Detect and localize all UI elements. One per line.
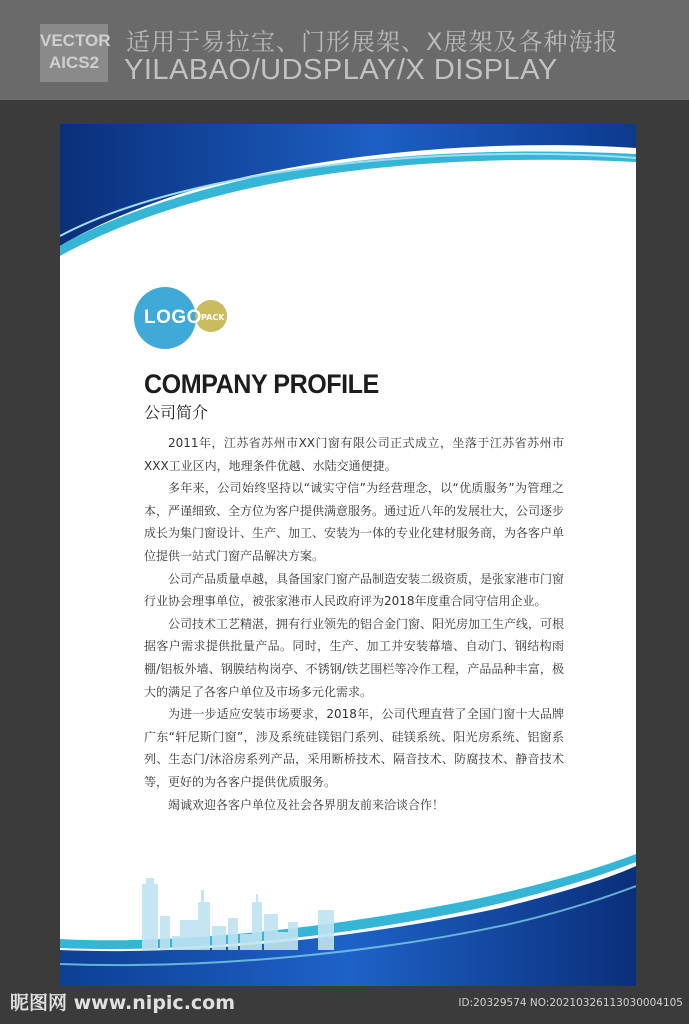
top-wave-dark [60,124,636,246]
profile-paragraph: 2011年，江苏省苏州市XX门窗有限公司正式成立，坐落于江苏省苏州市XXX工业区内，地理条件优越、水陆交通便捷。 [144,436,564,473]
profile-paragraph: 竭诚欢迎各客户单位及社会各界朋友前来洽谈合作！ [168,797,445,812]
badge-line-1: VECTOR [40,31,111,50]
profile-paragraph: 多年来，公司始终坚持以“诚实守信”为经营理念，以“优质服务”为管理之本，严谨细致、全方位为客户提供满意服务。通过近八年的发展壮大，公司逐步成长为集门窗设计、生产、加工、安装为一体的专业化建材服务商，为各客户单位提供一站式门窗产品解决方案。 [144,481,565,563]
profile-body [144,432,564,816]
company-profile-title: COMPANY PROFILE [144,369,379,399]
watermark-id: ID:20329574 NO:20210326113030004105 [458,997,683,1009]
company-profile-subtitle: 公司简介 [144,403,209,422]
profile-paragraph: 为进一步适应安装市场要求，2018年，公司代理直营了全国门窗十大品牌广东“轩尼斯门窗”，涉及系统硅镁铝门系列、硅镁系统、阳光房系统、铝窗系列、生态门/沐浴房系列产品，采用断桥技术、隔音技术、防腐技术、静音技术等，更好的为各客户提供优质服务。 [144,707,564,789]
badge-line-2: AICS2 [48,53,100,72]
watermark-site: 昵图网 www.nipic.com [10,992,236,1014]
banner-chinese-title: 适用于易拉宝、门形展架、X展架及各种海报 [126,28,619,56]
logo-text: LOGO [144,307,202,328]
vector-badge [40,24,111,82]
banner-english-title: YILABAO/UDSPLAY/X DISPLAY [124,54,558,86]
top-banner [0,0,689,100]
profile-paragraph: 公司技术工艺精湛，拥有行业领先的铝合金门窗、阳光房加工生产线，可根据客户需求提供批量产品。同时，生产、加工并安装幕墙、自动门、钢结构雨棚/铝板外墙、钢膜结构岗亭、不锈钢/铁艺围栏等冷作工程，产品品种丰富，极大的满足了各客户单位及市场多元化需求。 [144,616,565,699]
profile-paragraph: 公司产品质量卓越，具备国家门窗产品制造安装二级资质，是张家港市门窗行业协会理事单位，被张家港市人民政府评为2018年度重合同守信用企业。 [144,571,565,609]
poster [60,124,636,986]
logo-pack-text: PACK [201,313,225,322]
